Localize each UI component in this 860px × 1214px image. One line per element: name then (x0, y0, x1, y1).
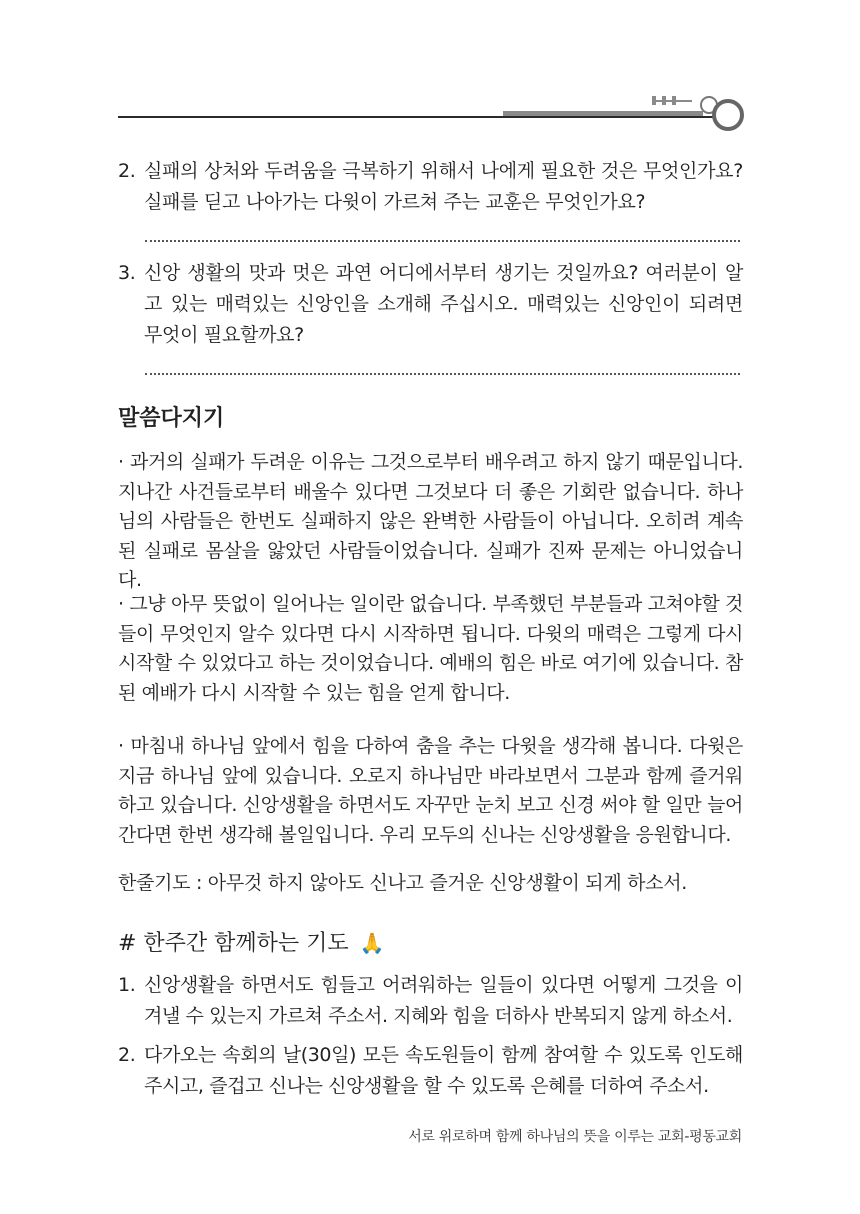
weekly-prayer-title (118, 926, 385, 961)
item-number: 2. (118, 1044, 136, 1066)
question-number: 2. (118, 160, 136, 182)
question-number: 3. (118, 262, 136, 284)
question-text: 신앙 생활의 맛과 멋은 과연 어디에서부터 생기는 것일까요? 여러분이 알고 있는 매력있는 신앙인을 소개해 주십시오. 매력있는 신앙인이 되려면 무엇이 필요할까요? (144, 262, 743, 346)
header-dots (652, 100, 692, 108)
question-2 (118, 156, 743, 218)
paragraph-1: · 과거의 실패가 두려운 이유는 그것으로부터 배우려고 하지 않기 때문입니다. 지나간 사건들로부터 배울수 있다면 그것보다 더 좋은 기회란 없습니다. 하나님의 사람들은 한번도 실패하지 않은 완벽한 사람들이 아닙니다. 오히려 계속된 실패로 몸살을 앓았던 사람들이었습니다. 실패가 진짜 문제는 아니었습니다. (118, 451, 743, 591)
answer-line (145, 373, 740, 375)
header-bar (503, 111, 703, 116)
header-ring-large (712, 99, 744, 131)
paragraph-2: · 그냥 아무 뜻없이 일어나는 일이란 없습니다. 부족했던 부분들과 고쳐야할 것들이 무엇인지 알수 있다면 다시 시작하면 됩니다. 다윗의 매력은 그렇게 다시 시작할 수 있었다고 하는 것이었습니다. 예배의 힘은 바로 여기에 있습니다. 참된 예배가 다시 시작할 수 있는 힘을 얻게 합니다. (118, 593, 743, 704)
weekly-item-1 (118, 970, 743, 1032)
one-line-prayer: 한줄기도 : 아무것 하지 않아도 신나고 즐거운 신앙생활이 되게 하소서. (118, 872, 688, 894)
praying-hands-icon: 🙏 (359, 931, 385, 955)
item-text: 신앙생활을 하면서도 힘들고 어려워하는 일들이 있다면 어떻게 그것을 이겨낼 수 있는지 가르쳐 주소서. 지혜와 힘을 더하사 반복되지 않게 하소서. (144, 974, 743, 1027)
question-text: 실패의 상처와 두려움을 극복하기 위해서 나에게 필요한 것은 무엇인가요? 실패를 딛고 나아가는 다윗이 가르쳐 주는 교훈은 무엇인가요? (144, 160, 743, 213)
page-footer: 서로 위로하며 함께 하나님의 뜻을 이루는 교회-평동교회 (408, 1129, 742, 1145)
question-3 (118, 258, 743, 351)
section-title: 말씀다지기 (118, 406, 225, 431)
item-text: 다가오는 속회의 날(30일) 모든 속도원들이 함께 참여할 수 있도록 인도해 주시고, 즐겁고 신나는 신앙생활을 할 수 있도록 은혜를 더하여 주소서. (144, 1044, 743, 1097)
item-number: 1. (118, 974, 136, 996)
paragraph-3: · 마침내 하나님 앞에서 힘을 다하여 춤을 추는 다윗을 생각해 봅니다. 다윗은 지금 하나님 앞에 있습니다. 오로지 하나님만 바라보면서 그분과 함께 즐거워하고 있습니다. 신앙생활을 하면서도 자꾸만 눈치 보고 신경 써야 할 일만 늘어간다면 한번 생각해 볼일입니다. 우리 모두의 신나는 신앙생활을 응원합니다. (118, 735, 743, 846)
answer-line (145, 240, 740, 242)
weekly-prayer-title-text: # 한주간 함께하는 기도 (118, 931, 349, 956)
header-rule (118, 116, 743, 118)
weekly-item-2 (118, 1040, 743, 1102)
